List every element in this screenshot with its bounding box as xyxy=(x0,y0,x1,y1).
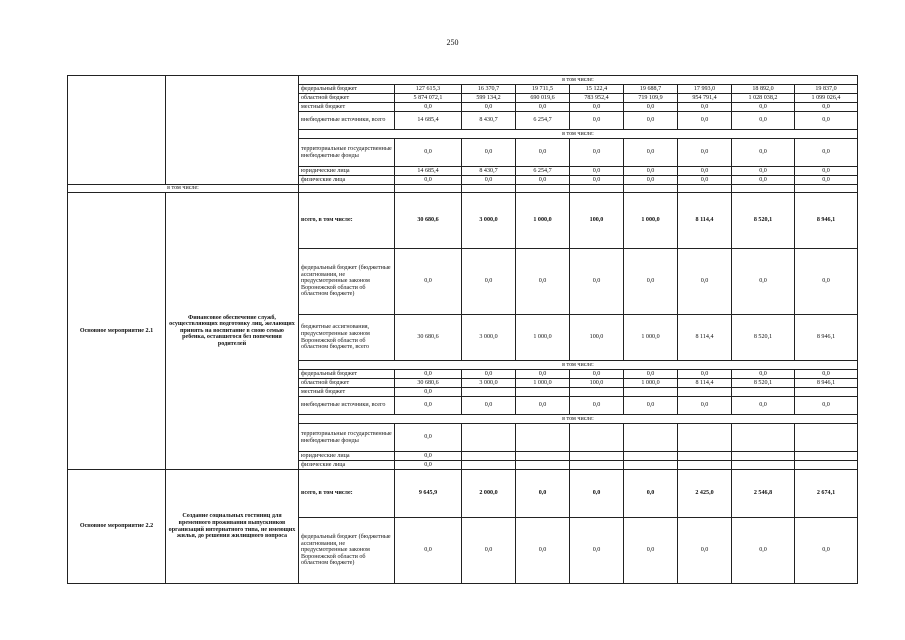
value-cell: 1 000,0 xyxy=(624,315,678,361)
value-cell: 599 134,2 xyxy=(462,94,516,103)
activity-name-cell: Создание социальных гостиниц для временного проживания выпускников организаций интернатного типа, не имеющих жилья, до решения жилищного вопроса xyxy=(166,470,299,584)
value-cell: 17 993,0 xyxy=(678,85,732,94)
value-cell: 0,0 xyxy=(795,249,858,315)
value-cell xyxy=(516,461,570,470)
value-cell: 0,0 xyxy=(732,139,795,167)
empty-cell xyxy=(795,185,858,193)
value-cell: 14 685,4 xyxy=(395,167,462,176)
value-cell xyxy=(624,452,678,461)
value-cell: 0,0 xyxy=(624,249,678,315)
value-cell: 6 254,7 xyxy=(516,112,570,130)
value-cell: 690 019,6 xyxy=(516,94,570,103)
value-cell: 2 425,0 xyxy=(678,470,732,518)
row-label: областной бюджет xyxy=(299,94,395,103)
value-cell: 8 946,1 xyxy=(795,193,858,249)
value-cell xyxy=(795,424,858,452)
value-cell: 3 000,0 xyxy=(462,193,516,249)
value-cell: 0,0 xyxy=(462,397,516,415)
value-cell: 0,0 xyxy=(516,370,570,379)
value-cell: 8 114,4 xyxy=(678,315,732,361)
value-cell: 0,0 xyxy=(395,388,462,397)
value-cell: 9 645,9 xyxy=(395,470,462,518)
value-cell: 0,0 xyxy=(678,112,732,130)
value-cell: 0,0 xyxy=(395,452,462,461)
empty-cell xyxy=(462,185,516,193)
value-cell: 14 685,4 xyxy=(395,112,462,130)
value-cell: 18 892,0 xyxy=(732,85,795,94)
row-label: федеральный бюджет (бюджетные ассигнования, не предусмотренные законом Воронежской области об областном бюджете) xyxy=(299,518,395,584)
value-cell xyxy=(795,452,858,461)
value-cell: 0,0 xyxy=(570,249,624,315)
value-cell: 0,0 xyxy=(395,370,462,379)
value-cell xyxy=(462,424,516,452)
value-cell: 0,0 xyxy=(795,103,858,112)
value-cell: 0,0 xyxy=(516,518,570,584)
value-cell: 0,0 xyxy=(795,139,858,167)
row-label: местный бюджет xyxy=(299,388,395,397)
value-cell: 0,0 xyxy=(732,397,795,415)
value-cell: 0,0 xyxy=(462,518,516,584)
row-label: территориальные государственные внебюджетные фонды xyxy=(299,139,395,167)
value-cell: 0,0 xyxy=(678,103,732,112)
value-cell: 0,0 xyxy=(570,470,624,518)
row-label: бюджетные ассигнования, предусмотренные законом Воронежской области об областном бюджете, всего xyxy=(299,315,395,361)
value-cell: 0,0 xyxy=(624,518,678,584)
value-cell: 0,0 xyxy=(570,167,624,176)
value-cell xyxy=(678,452,732,461)
value-cell xyxy=(462,461,516,470)
value-cell: 0,0 xyxy=(570,397,624,415)
activity-code-cell xyxy=(68,76,166,185)
value-cell xyxy=(462,452,516,461)
budget-table xyxy=(67,75,858,584)
value-cell: 0,0 xyxy=(624,112,678,130)
empty-cell xyxy=(732,185,795,193)
value-cell: 8 520,1 xyxy=(732,315,795,361)
value-cell: 3 000,0 xyxy=(462,315,516,361)
row-label: юридические лица xyxy=(299,452,395,461)
value-cell: 0,0 xyxy=(732,176,795,185)
value-cell xyxy=(732,388,795,397)
value-cell: 0,0 xyxy=(570,176,624,185)
empty-cell xyxy=(395,185,462,193)
empty-cell xyxy=(678,185,732,193)
value-cell: 2 546,8 xyxy=(732,470,795,518)
value-cell: 3 000,0 xyxy=(462,379,516,388)
value-cell: 0,0 xyxy=(624,470,678,518)
value-cell: 0,0 xyxy=(570,139,624,167)
row-label: юридические лица xyxy=(299,167,395,176)
value-cell: 0,0 xyxy=(678,167,732,176)
value-cell: 0,0 xyxy=(624,167,678,176)
value-cell: 8 520,1 xyxy=(732,379,795,388)
value-cell: 2 000,0 xyxy=(462,470,516,518)
value-cell: 0,0 xyxy=(570,370,624,379)
value-cell: 0,0 xyxy=(732,370,795,379)
row-label: федеральный бюджет xyxy=(299,85,395,94)
value-cell: 0,0 xyxy=(395,176,462,185)
value-cell: 8 430,7 xyxy=(462,112,516,130)
value-cell: 0,0 xyxy=(516,397,570,415)
row-label: физические лица xyxy=(299,176,395,185)
value-cell: 0,0 xyxy=(795,370,858,379)
value-cell: 0,0 xyxy=(624,176,678,185)
value-cell: 783 952,4 xyxy=(570,94,624,103)
value-cell: 0,0 xyxy=(678,249,732,315)
value-cell xyxy=(732,461,795,470)
empty-cell xyxy=(516,185,570,193)
value-cell: 5 874 072,1 xyxy=(395,94,462,103)
value-cell: 8 946,1 xyxy=(795,379,858,388)
value-cell: 100,0 xyxy=(570,193,624,249)
value-cell: 100,0 xyxy=(570,315,624,361)
row-label: физические лица xyxy=(299,461,395,470)
value-cell: 0,0 xyxy=(395,461,462,470)
value-cell: 0,0 xyxy=(678,518,732,584)
value-cell: 0,0 xyxy=(570,112,624,130)
value-cell: 0,0 xyxy=(795,397,858,415)
value-cell: 1 000,0 xyxy=(624,379,678,388)
value-cell xyxy=(678,461,732,470)
value-cell xyxy=(570,461,624,470)
value-cell xyxy=(570,452,624,461)
value-cell: 8 946,1 xyxy=(795,315,858,361)
value-cell: 0,0 xyxy=(732,249,795,315)
row-label: всего, в том числе: xyxy=(299,193,395,249)
value-cell xyxy=(732,452,795,461)
subsection-header: в том числе: xyxy=(299,76,858,85)
subsection-header: в том числе: xyxy=(299,361,858,370)
value-cell: 954 791,4 xyxy=(678,94,732,103)
activity-name-cell xyxy=(166,76,299,185)
value-cell: 0,0 xyxy=(516,176,570,185)
empty-cell xyxy=(570,185,624,193)
value-cell: 0,0 xyxy=(462,370,516,379)
value-cell: 127 615,3 xyxy=(395,85,462,94)
value-cell: 0,0 xyxy=(570,103,624,112)
value-cell xyxy=(624,424,678,452)
value-cell xyxy=(678,424,732,452)
value-cell: 0,0 xyxy=(624,397,678,415)
value-cell: 19 688,7 xyxy=(624,85,678,94)
value-cell: 0,0 xyxy=(516,139,570,167)
value-cell: 1 099 026,4 xyxy=(795,94,858,103)
subsection-header: в том числе: xyxy=(299,130,858,139)
value-cell xyxy=(624,461,678,470)
value-cell: 0,0 xyxy=(462,139,516,167)
value-cell xyxy=(624,388,678,397)
value-cell xyxy=(570,424,624,452)
value-cell: 0,0 xyxy=(795,167,858,176)
value-cell: 16 370,7 xyxy=(462,85,516,94)
value-cell: 2 674,1 xyxy=(795,470,858,518)
value-cell: 15 122,4 xyxy=(570,85,624,94)
empty-cell xyxy=(624,185,678,193)
value-cell: 30 680,6 xyxy=(395,193,462,249)
value-cell: 0,0 xyxy=(516,103,570,112)
value-cell: 0,0 xyxy=(624,370,678,379)
activity-name-cell: Финансовое обеспечение служб, осуществляющих подготовку лиц, желающих принять на воспитание в свою семью ребенка, оставшегося без попечения родителей xyxy=(166,193,299,470)
value-cell: 100,0 xyxy=(570,379,624,388)
table-row xyxy=(68,470,858,518)
value-cell: 0,0 xyxy=(395,103,462,112)
row-label: федеральный бюджет (бюджетные ассигнования, не предусмотренные законом Воронежской области об областном бюджете) xyxy=(299,249,395,315)
value-cell xyxy=(732,424,795,452)
value-cell: 0,0 xyxy=(395,518,462,584)
value-cell: 0,0 xyxy=(732,112,795,130)
value-cell: 0,0 xyxy=(732,103,795,112)
row-label: всего, в том числе: xyxy=(299,470,395,518)
activity-code-cell: Основное мероприятие 2.2 xyxy=(68,470,166,584)
row-label: федеральный бюджет xyxy=(299,370,395,379)
empty-cell xyxy=(299,185,395,193)
subsection-header: в том числе: xyxy=(299,415,858,424)
value-cell: 0,0 xyxy=(462,103,516,112)
value-cell: 30 680,6 xyxy=(395,379,462,388)
value-cell: 0,0 xyxy=(395,139,462,167)
value-cell: 1 000,0 xyxy=(516,379,570,388)
value-cell: 1 000,0 xyxy=(516,315,570,361)
value-cell: 1 000,0 xyxy=(516,193,570,249)
value-cell: 30 680,6 xyxy=(395,315,462,361)
value-cell: 19 711,5 xyxy=(516,85,570,94)
value-cell: 0,0 xyxy=(516,470,570,518)
value-cell: 0,0 xyxy=(795,518,858,584)
value-cell: 0,0 xyxy=(462,249,516,315)
value-cell: 0,0 xyxy=(570,518,624,584)
value-cell: 0,0 xyxy=(678,370,732,379)
value-cell: 6 254,7 xyxy=(516,167,570,176)
value-cell xyxy=(570,388,624,397)
value-cell: 8 520,1 xyxy=(732,193,795,249)
value-cell: 8 114,4 xyxy=(678,379,732,388)
value-cell: 0,0 xyxy=(678,139,732,167)
table-row xyxy=(68,193,858,249)
value-cell xyxy=(678,388,732,397)
value-cell xyxy=(462,388,516,397)
value-cell: 0,0 xyxy=(732,518,795,584)
value-cell: 0,0 xyxy=(795,112,858,130)
row-label: внебюджетные источники, всего xyxy=(299,112,395,130)
value-cell: 8 430,7 xyxy=(462,167,516,176)
value-cell: 0,0 xyxy=(462,176,516,185)
value-cell xyxy=(516,424,570,452)
value-cell: 0,0 xyxy=(624,139,678,167)
value-cell: 0,0 xyxy=(624,103,678,112)
value-cell: 0,0 xyxy=(395,249,462,315)
value-cell: 0,0 xyxy=(395,397,462,415)
value-cell: 719 109,9 xyxy=(624,94,678,103)
value-cell: 0,0 xyxy=(395,424,462,452)
value-cell: 0,0 xyxy=(678,176,732,185)
value-cell xyxy=(795,461,858,470)
page-number: 250 xyxy=(446,38,459,47)
row-label: внебюджетные источники, всего xyxy=(299,397,395,415)
table-row xyxy=(68,76,858,85)
value-cell: 0,0 xyxy=(732,167,795,176)
row-label: территориальные государственные внебюджетные фонды xyxy=(299,424,395,452)
value-cell: 0,0 xyxy=(678,397,732,415)
row-label: областной бюджет xyxy=(299,379,395,388)
value-cell: 1 028 038,2 xyxy=(732,94,795,103)
activity-code-cell: Основное мероприятие 2.1 xyxy=(68,193,166,470)
value-cell: 0,0 xyxy=(795,176,858,185)
row-label: местный бюджет xyxy=(299,103,395,112)
value-cell xyxy=(516,388,570,397)
value-cell xyxy=(795,388,858,397)
value-cell: 19 837,0 xyxy=(795,85,858,94)
subsection-header: в том числе: xyxy=(68,185,299,193)
table-row xyxy=(68,185,858,193)
value-cell: 8 114,4 xyxy=(678,193,732,249)
value-cell xyxy=(516,452,570,461)
value-cell: 1 000,0 xyxy=(624,193,678,249)
value-cell: 0,0 xyxy=(516,249,570,315)
